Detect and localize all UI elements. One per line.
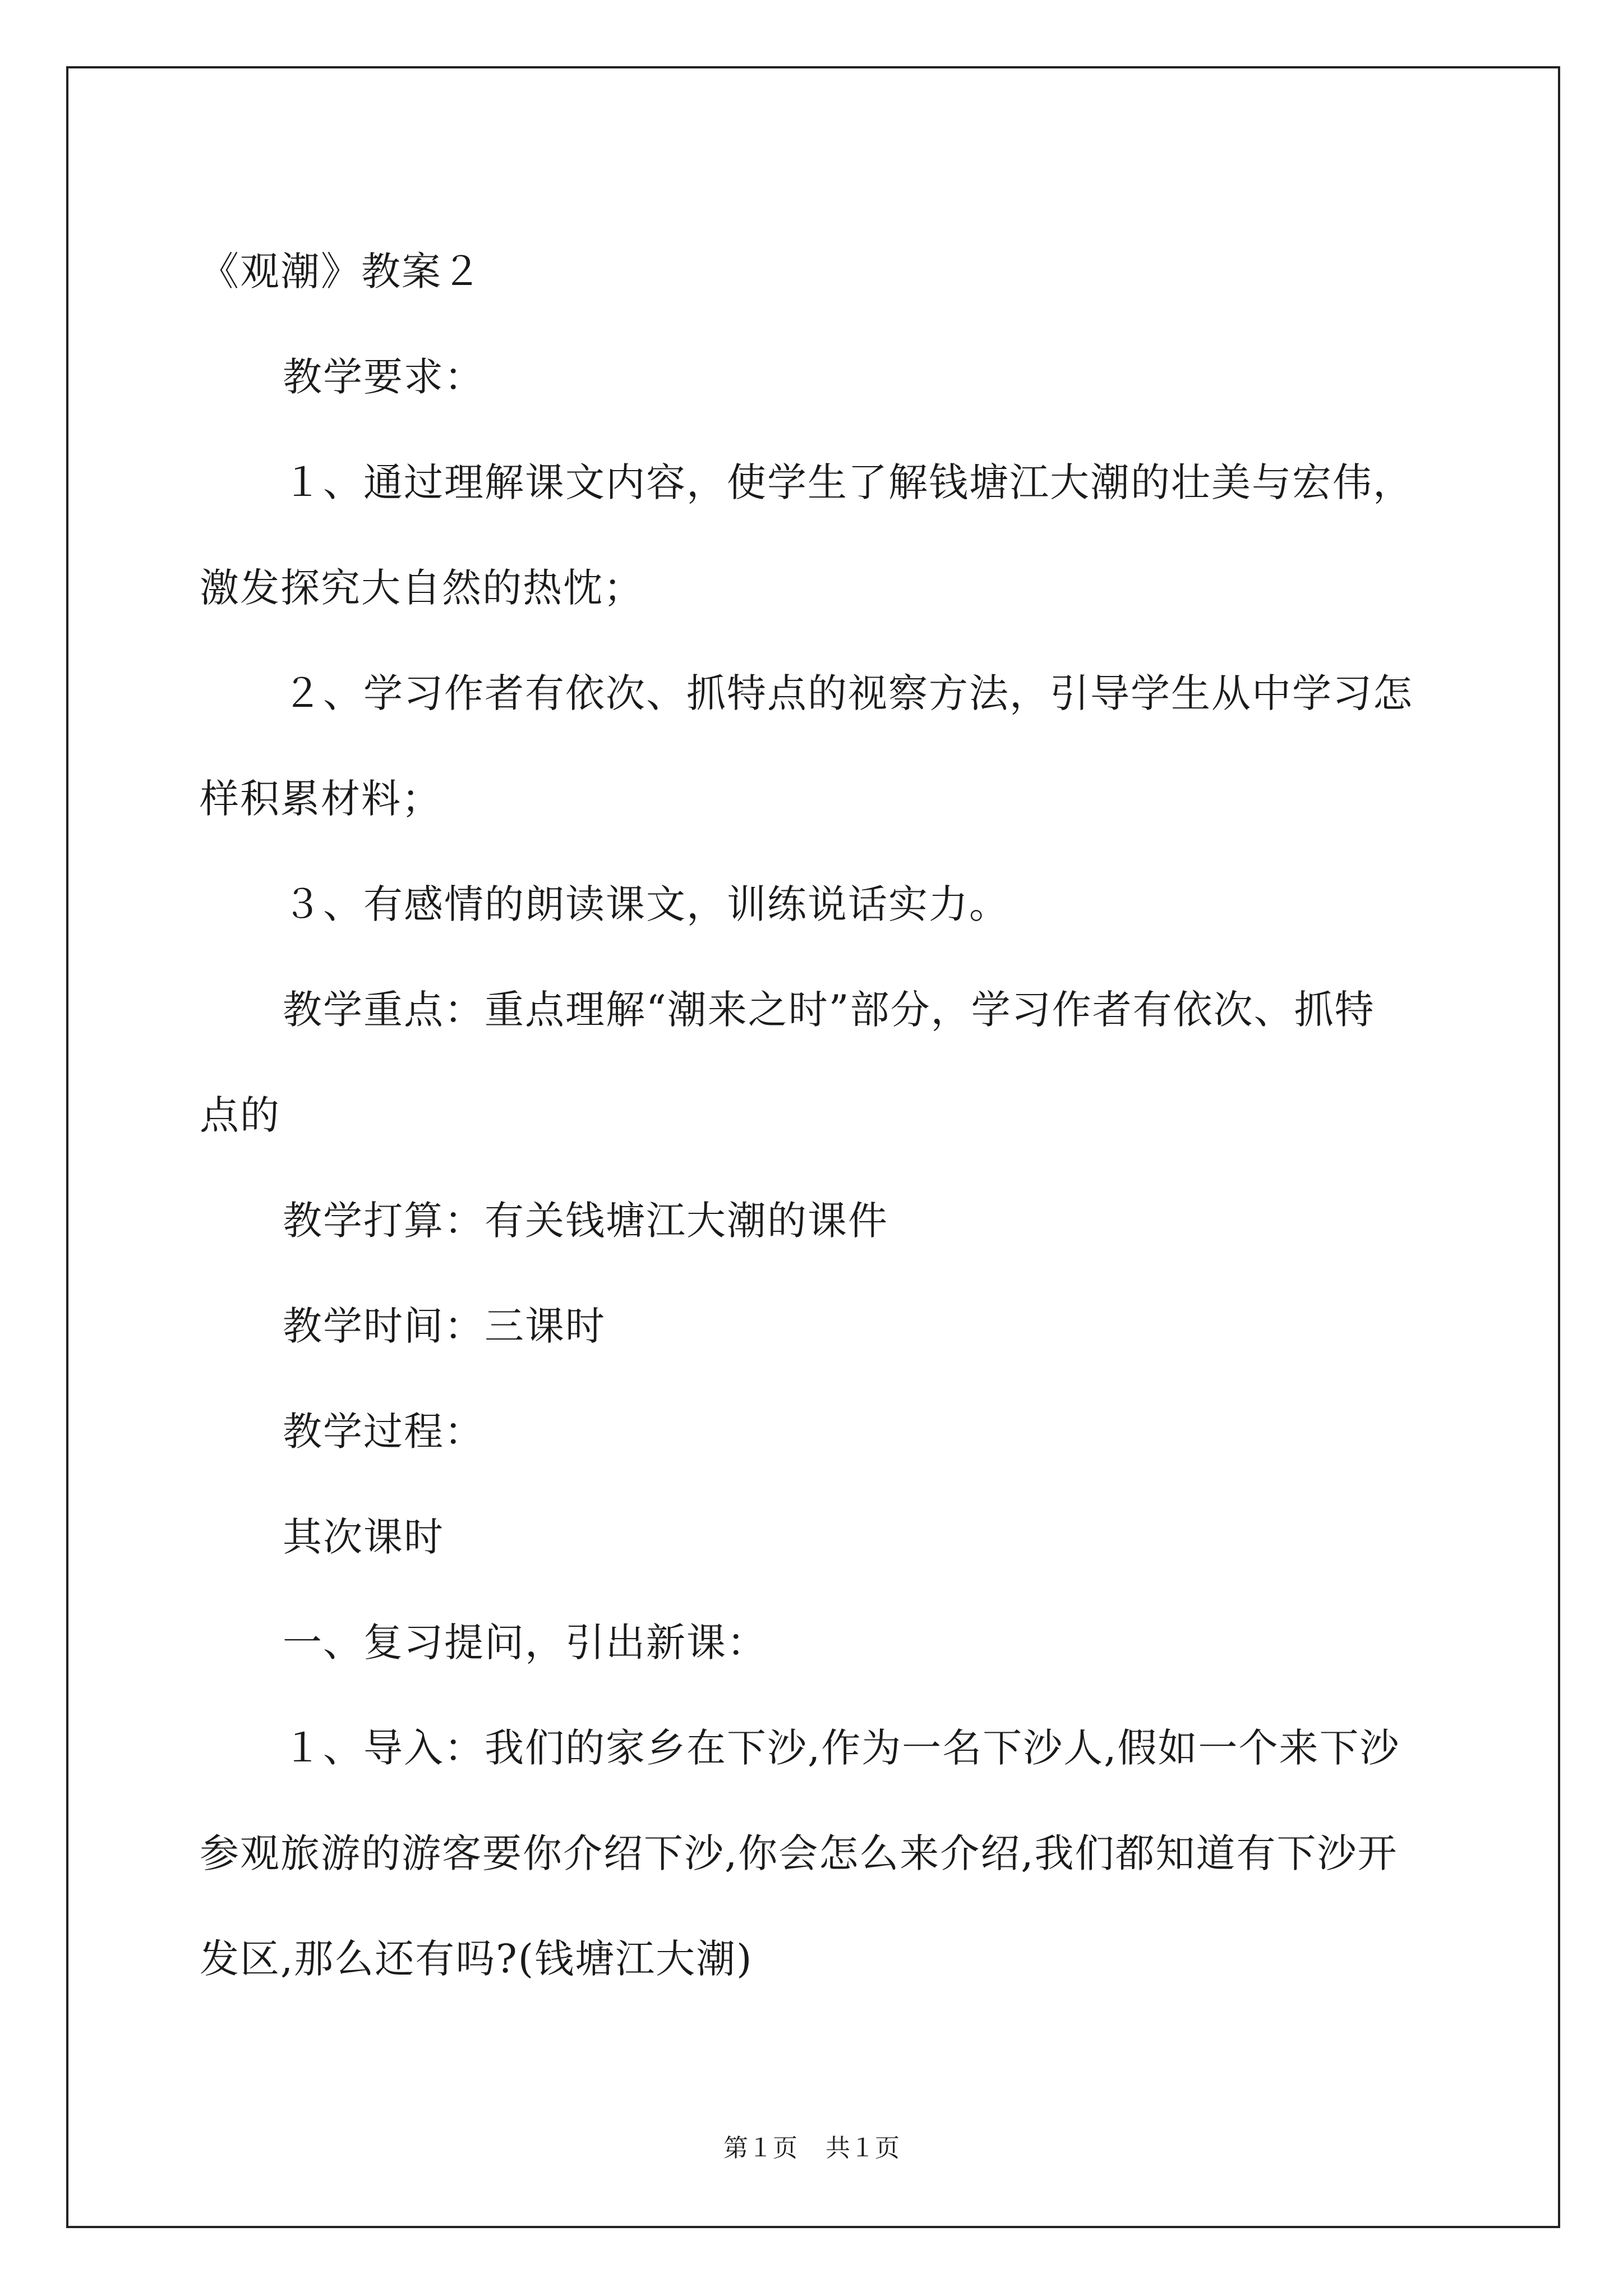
paragraph-line: 激发探究大自然的热忱； [200,565,644,611]
paragraph-line: ３、有感情的朗读课文，训练说话实力。 [283,881,1009,927]
section-heading: 其次课时 [283,1514,444,1560]
paragraph-line: 样积累材料； [200,776,442,822]
document-title: 《观潮》教案２ [200,249,482,295]
paragraph-line: 点的 [200,1092,280,1138]
document-body [200,219,1433,2012]
page-footer [0,2132,1623,2165]
section-heading: 一、复习提问，引出新课： [283,1619,767,1665]
paragraph-line: 发区,那么还有吗?(钱塘江大潮) [200,1936,753,1982]
paragraph-line: 教学过程： [283,1409,485,1455]
paragraph-line: 教学重点：重点理解“潮来之时”部分，学习作者有依次、抓特 [283,987,1375,1033]
total-pages: 共１页 [826,2134,900,2162]
page-number: 第１页 [723,2134,797,2162]
paragraph-line: ２、学习作者有依次、抓特点的视察方法，引导学生从中学习怎 [283,670,1413,716]
paragraph-line: 教学要求： [283,354,485,400]
paragraph-line: 教学打算：有关钱塘江大潮的课件 [283,1198,888,1244]
paragraph-line: 教学时间：三课时 [283,1303,606,1349]
paragraph-line: １、通过理解课文内容，使学生了解钱塘江大潮的壮美与宏伟， [283,459,1413,505]
paragraph-line: 参观旅游的游客要你介绍下沙,你会怎么来介绍,我们都知道有下沙开 [200,1830,1398,1876]
paragraph-line: １、导入：我们的家乡在下沙,作为一名下沙人,假如一个来下沙 [283,1725,1400,1771]
